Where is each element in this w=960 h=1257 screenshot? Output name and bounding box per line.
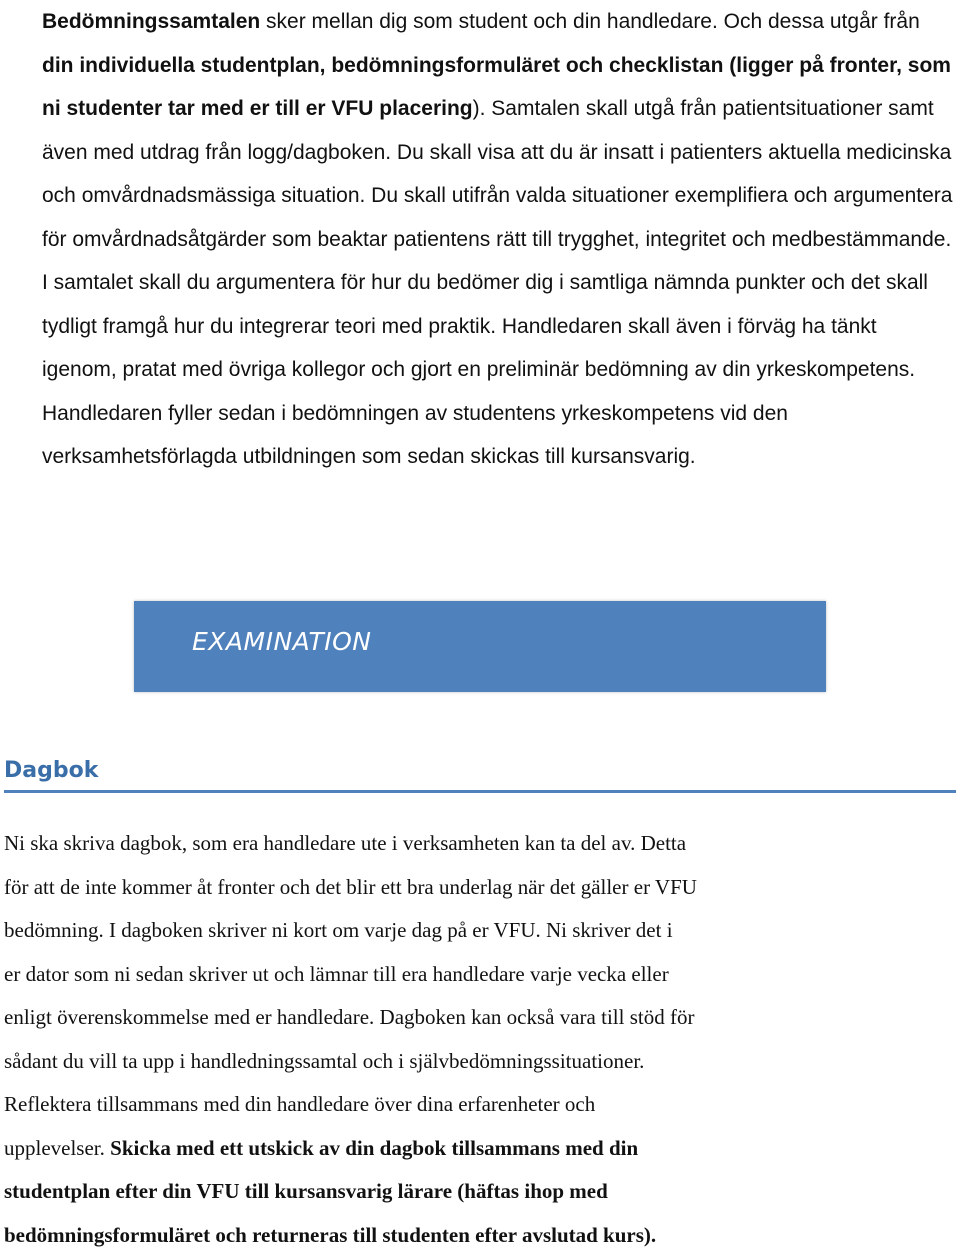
examination-banner	[134, 601, 826, 692]
text-line: enligt överenskommelse med er handledare. Dagboken kan också vara till stöd för	[4, 996, 954, 1040]
text-line: er dator som ni sedan skriver ut och lämnar till era handledare varje vecka eller	[4, 953, 954, 997]
diary-paragraph	[4, 822, 954, 1257]
text-span: upplevelser.	[4, 1136, 110, 1160]
text-line: bedömning. I dagboken skriver ni kort om varje dag på er VFU. Ni skriver det i	[4, 909, 954, 953]
bold-term: Bedömningssamtalen	[42, 10, 260, 33]
section-heading: Dagbok	[4, 758, 956, 793]
text-line: för att de inte kommer åt fronter och det blir ett bra underlag när det gäller er VFU	[4, 866, 954, 910]
text-span: sker mellan dig som student och din handledare. Och dessa utgår från	[260, 10, 920, 33]
bold-line: studentplan efter din VFU till kursansvarig lärare (häftas ihop med	[4, 1170, 954, 1214]
text-line: Ni ska skriva dagbok, som era handledare ute i verksamheten kan ta del av. Detta	[4, 822, 954, 866]
bold-phrase: din individuella studentplan, bedömningsformuläret och checklistan (ligger på fronter, som ni studenter tar med er till er VFU placering	[42, 54, 951, 121]
text-span: ). Samtalen skall utgå från patientsituationer samt även med utdrag från logg/dagboken. Du skall visa att du är insatt i patienters aktuella medicinska och omvårdnadsmässiga situation. Du skall utifrån valda situationer exemplifiera och argumentera för omvårdnadsåtgärder som beaktar patientens rätt till trygghet, integritet och medbestämmande. I samtalet skall du argumentera för hur du bedömer dig i samtliga nämnda punkter och det skall tydligt framgå hur du integrerar teori med praktik. Handledaren skall även i förväg ha tänkt igenom, pratat med övriga kollegor och gjort en preliminär bedömning av din yrkeskompetens. Handledaren fyller sedan i bedömningen av studentens yrkeskompetens vid den verksamhetsförlagda utbildningen som sedan skickas till kursansvarig.	[42, 97, 952, 468]
assessment-paragraph	[42, 0, 954, 479]
bold-line: bedömningsformuläret och returneras till studenten efter avslutad kurs).	[4, 1214, 954, 1257]
text-line: sådant du vill ta upp i handledningssamtal och i självbedömningssituationer.	[4, 1040, 954, 1084]
bold-phrase: Skicka med ett utskick av din dagbok tillsammans med din	[110, 1136, 638, 1160]
text-line: Reflektera tillsammans med din handledare över dina erfarenheter och	[4, 1083, 954, 1127]
banner-title: EXAMINATION	[192, 627, 371, 656]
text-line	[4, 1127, 954, 1171]
